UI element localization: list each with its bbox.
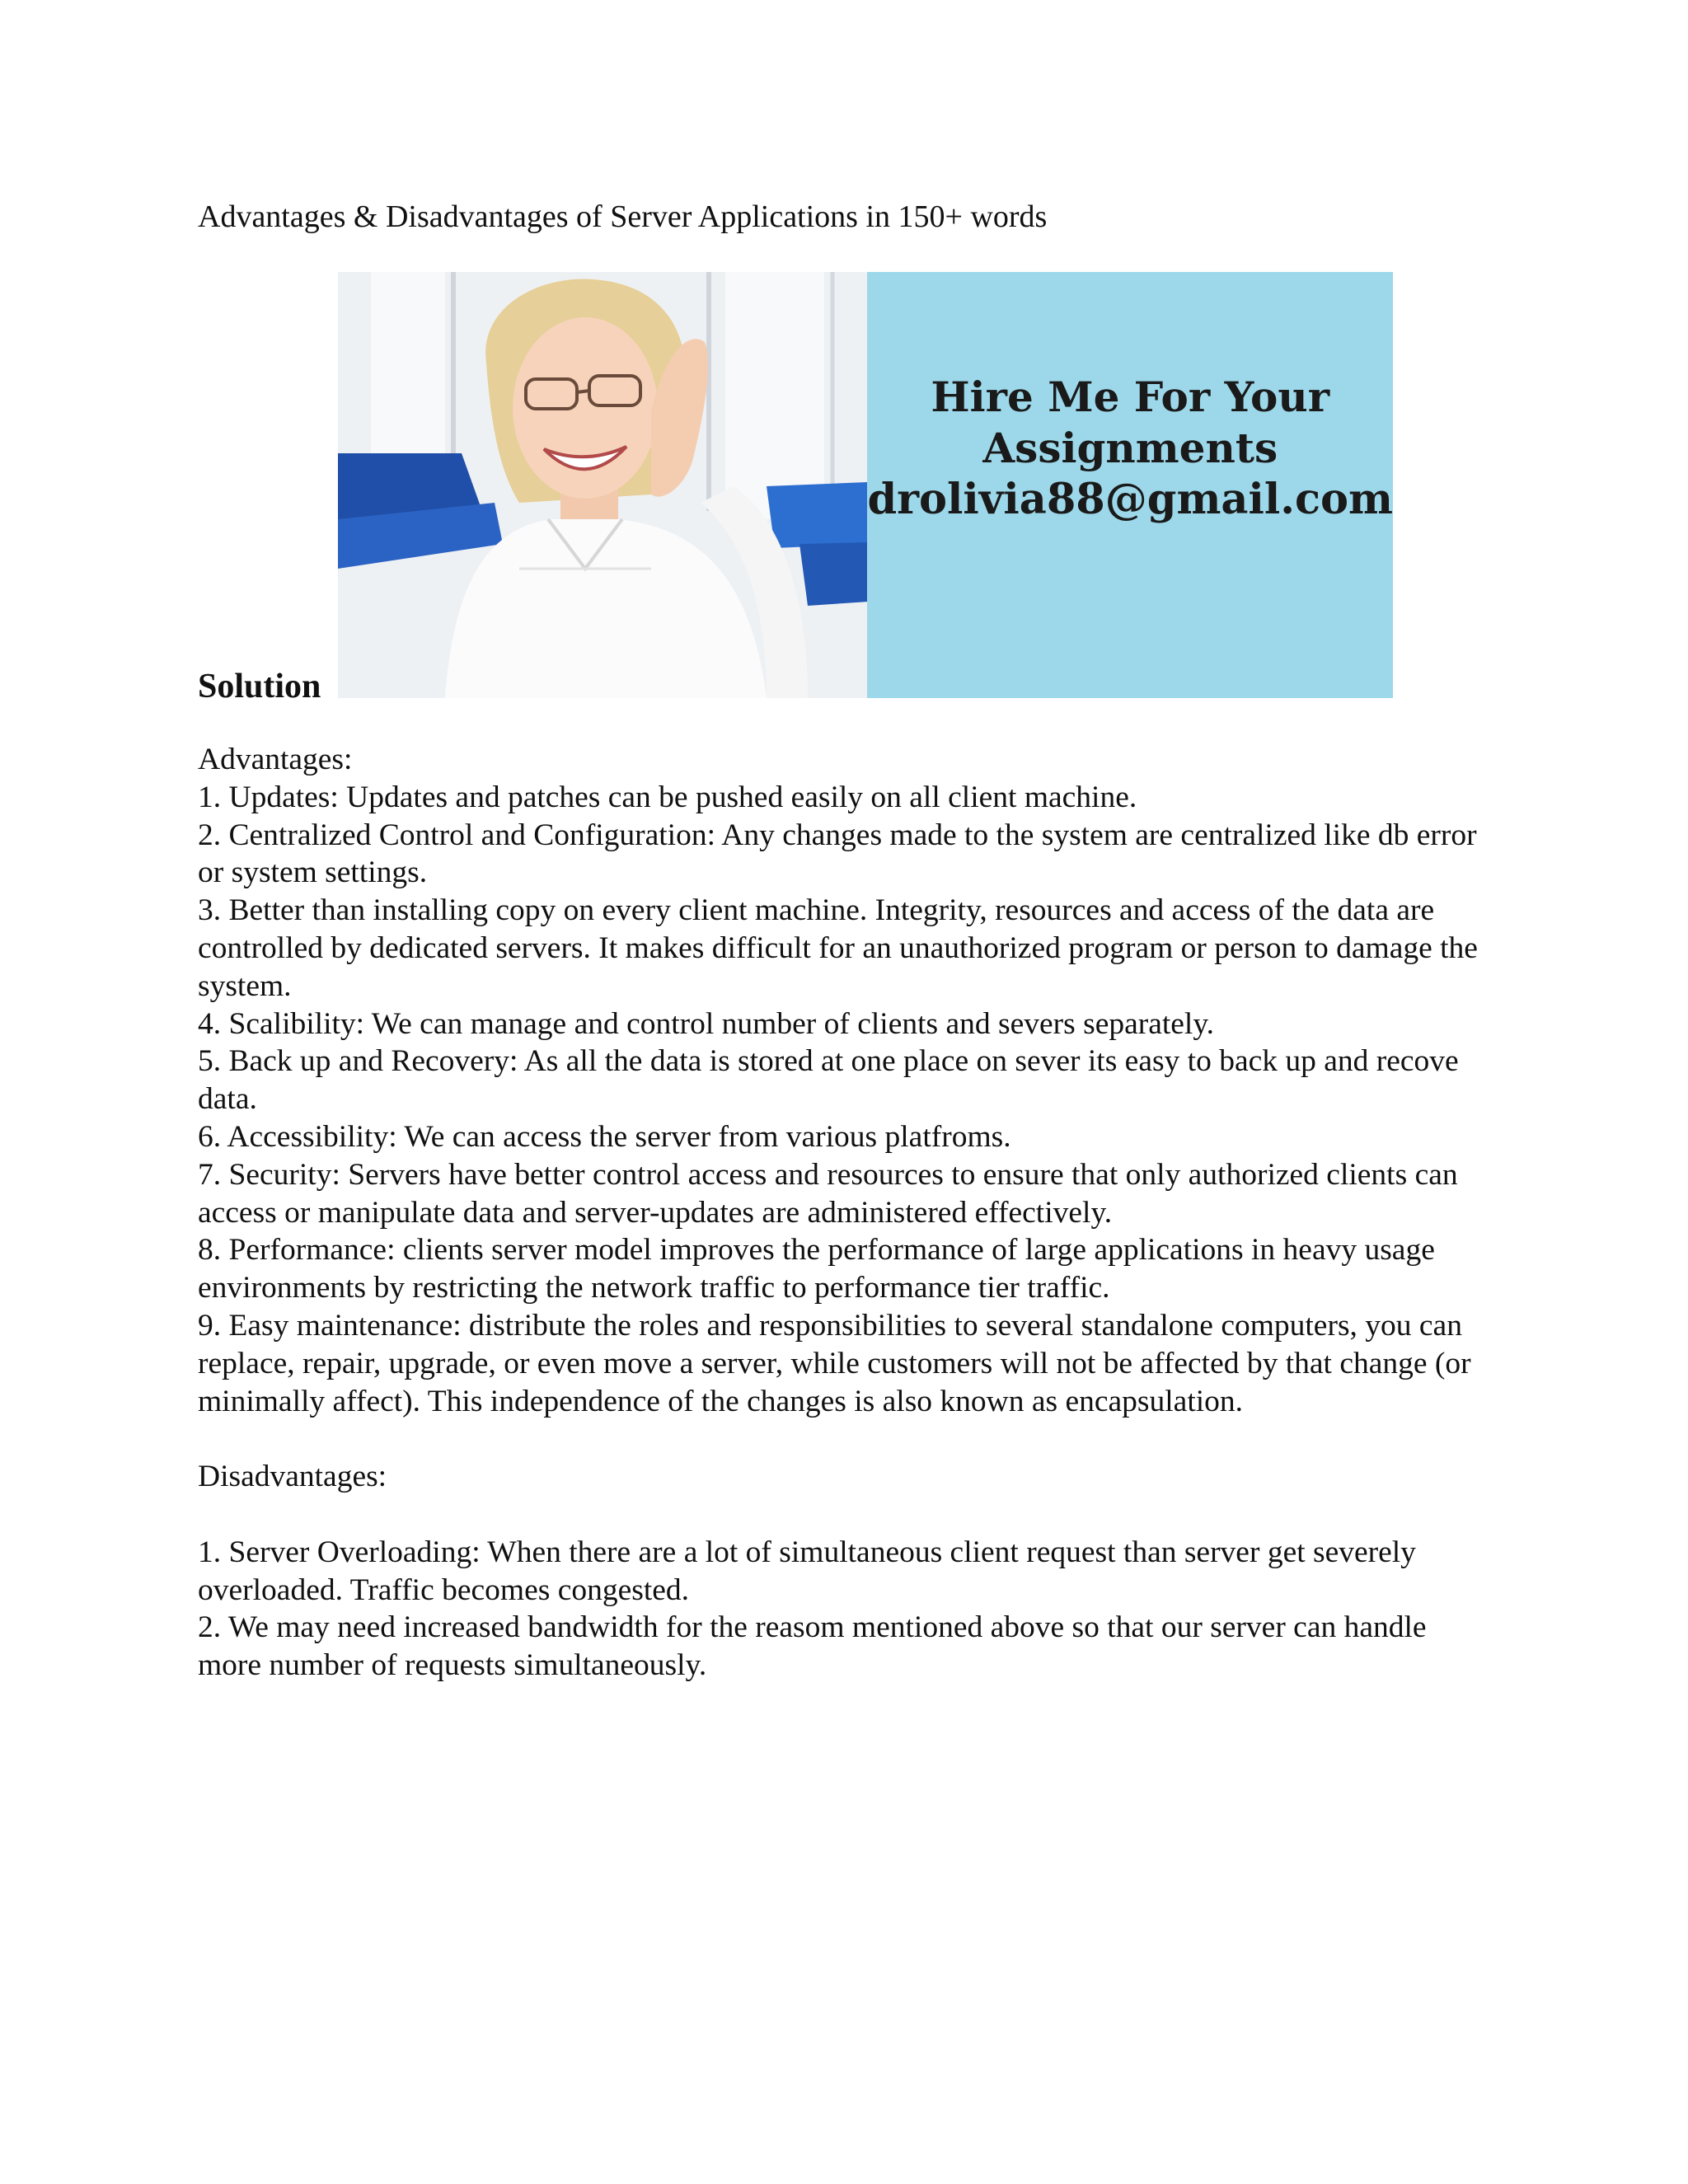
disadvantage-item: 2. We may need increased bandwidth for the reasom mentioned above so that our server can handle more number of requests simultaneously. xyxy=(198,1610,1427,1683)
advantage-item: 8. Performance: clients server model improves the performance of large applications in heavy usage environments by restricting the network traffic to performance tier traffic. xyxy=(198,1233,1435,1305)
disadvantages-heading: Disadvantages: xyxy=(198,1460,387,1494)
paragraph-spacer xyxy=(198,1420,1484,1458)
advantage-item: 3. Better than installing copy on every client machine. Integrity, resources and access of the data are controlled by dedicated servers. It makes difficult for an unauthorized program or person to damage the system. xyxy=(198,893,1478,1003)
banner-headline: Hire Me For Your xyxy=(931,372,1330,421)
advantage-item: 5. Back up and Recovery: As all the data is stored at one place on sever its easy to back up and recove data. xyxy=(198,1044,1459,1117)
banner-text-panel xyxy=(867,272,1393,698)
document-body xyxy=(198,741,1484,1685)
disadvantage-item: 1. Server Overloading: When there are a lot of simultaneous client request than server get severely overloaded. Traffic becomes congested. xyxy=(198,1535,1416,1607)
page-title: Advantages & Disadvantages of Server Applications in 150+ words xyxy=(198,199,1048,234)
advertisement-banner xyxy=(338,272,1393,698)
advantage-item: 6. Accessibility: We can access the server from various platfroms. xyxy=(198,1119,1011,1154)
advantages-heading: Advantages: xyxy=(198,743,353,776)
paragraph-spacer xyxy=(198,1496,1484,1534)
banner-subheadline: Assignments xyxy=(982,423,1278,472)
advantage-item: 4. Scalibility: We can manage and control number of clients and severs separately. xyxy=(198,1006,1215,1041)
advantage-item: 7. Security: Servers have better control access and resources to ensure that only authorized clients can access or manipulate data and server-updates are administered effectively. xyxy=(198,1157,1458,1230)
advantage-item: 2. Centralized Control and Configuration: Any changes made to the system are centralized like db error or system settings. xyxy=(198,818,1477,890)
banner-email: drolivia88@gmail.com xyxy=(867,474,1393,524)
smiling-woman-photo xyxy=(338,272,867,698)
solution-heading: Solution xyxy=(198,668,321,705)
advantage-item: 9. Easy maintenance: distribute the roles and responsibilities to several standalone computers, you can replace, repair, upgrade, or even move a server, while customers will not be affected by that change (or minimally affect). This independence of the changes is also known as encapsulation. xyxy=(198,1308,1471,1418)
advantage-item: 1. Updates: Updates and patches can be pushed easily on all client machine. xyxy=(198,780,1137,814)
